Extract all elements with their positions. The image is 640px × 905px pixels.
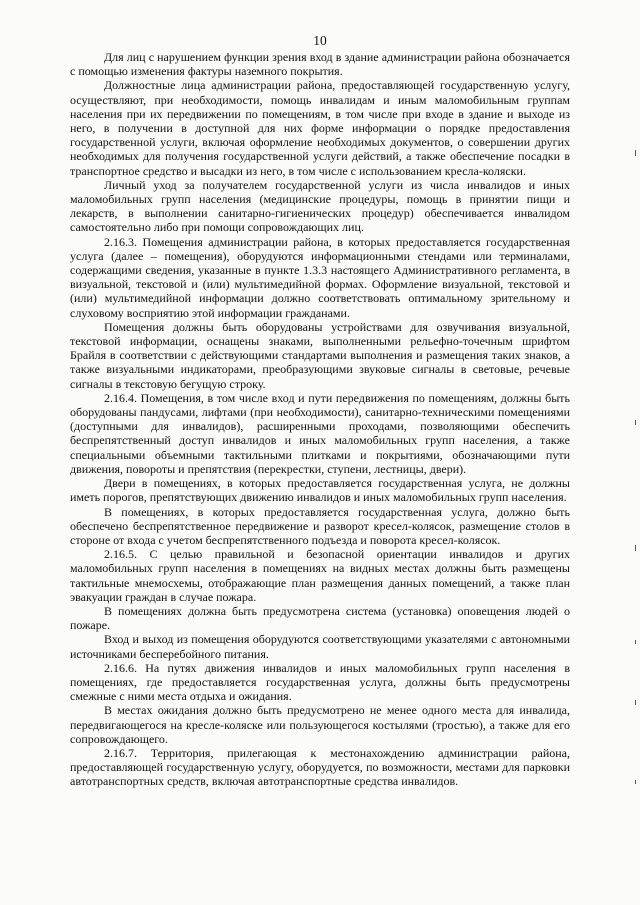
scan-edge-mark [635, 700, 636, 705]
document-body [70, 50, 570, 789]
paragraph-1: Для лиц с нарушением функции зрения вход в здание администрации района обозначается с помощью изменения фактуры наземного покрытия. [70, 50, 570, 79]
paragraph-5: Помещения должны быть оборудованы устройствами для озвучивания визуальной, текстовой информации, оснащены знаками, выполненными рельефно-точечным шрифтом Брайля в соответствии с действующими стандартами выполнения и размещения таких знаков, а также визуальными индикаторами, преобразующими звуковые сигналы в световые, речевые сигналы в текстовую бегущую строку. [70, 319, 570, 391]
paragraph-10: В помещениях должна быть предусмотрена система (установка) оповещения людей о пожаре. [70, 603, 570, 633]
paragraph-7: Двери в помещениях, в которых предоставляется государственная услуга, не должны иметь порогов, препятствующих движению инвалидов и иных маломобильных групп населения. [70, 476, 570, 505]
paragraph-6: 2.16.4. Помещения, в том числе вход и пути передвижения по помещениям, должны быть оборудованы пандусами, лифтами (при необходимости), санитарно-техническими помещениями (доступными для инвалидов), расширенными проходами, позволяющими обеспечить беспрепятственный доступ инвалидов и иных маломобильных групп населения, а также специальными объемными тактильными плитками и покрытиями, обозначающими пути движения, повороты и препятствия (перекрестки, ступени, лестницы, двери). [70, 390, 570, 476]
page-number: 10 [313, 33, 327, 48]
paragraph-8: В помещениях, в которых предоставляется государственная услуга, должно быть обеспечено беспрепятственное передвижение и разворот кресел-колясок, размещение столов в стороне от входа с учетом беспрепятственного подъезда и поворота кресел-колясок. [70, 504, 570, 547]
scan-edge-mark [635, 545, 636, 551]
scan-edge-mark [635, 150, 636, 156]
paragraph-11: Вход и выход из помещения оборудуются соответствующими указателями с автономными источниками бесперебойного питания. [70, 632, 570, 661]
paragraph-9: 2.16.5. С целью правильной и безопасной ориентации инвалидов и других маломобильных групп населения в помещениях на видных местах должны быть размещены тактильные мнемосхемы, отображающие план размещения данных помещений, а также план эвакуации граждан в случае пожара. [70, 547, 570, 604]
paragraph-3: Личный уход за получателем государственной услуги из числа инвалидов и иных маломобильных групп населения (медицинские процедуры, помощь в принятии пищи и лекарств, в выполнении санитарно-гигиенических процедур) обеспечивается инвалидом самостоятельно либо при помощи сопровождающих лиц. [70, 177, 570, 235]
paragraph-4: 2.16.3. Помещения администрации района, в которых предоставляется государственная услуга (далее – помещения), оборудуются информационными стендами или терминалами, содержащими сведения, указанные в пункте 1.3.3 настоящего Административного регламента, в визуальной, текстовой и (или) мультимедийной формах. Оформление визуальной, текстовой и (или) мультимедийной информации должно соответствовать оптимальному зрительному и слуховому восприятию этой информации гражданами. [70, 234, 570, 320]
scan-edge-mark [635, 420, 636, 425]
paragraph-12: 2.16.6. На путях движения инвалидов и иных маломобильных групп населения в помещениях, где предоставляется государственная услуга, должны быть предусмотрены смежные с ними места отдыха и ожидания. [70, 660, 570, 704]
scan-edge-mark [635, 640, 636, 644]
scan-edge-mark [635, 780, 636, 784]
paragraph-13: В местах ожидания должно быть предусмотрено не менее одного места для инвалида, передвигающегося на кресле-коляске или пользующегося костылями (тростью), а также для его сопровождающего. [70, 703, 570, 746]
paragraph-14: 2.16.7. Территория, прилегающая к местонахождению администрации района, предоставляющей государственную услугу, оборудуется, по возможности, местами для парковки автотранспортных средств, включая автотранспортные средства инвалидов. [70, 745, 570, 789]
paragraph-2: Должностные лица администрации района, предоставляющей государственную услугу, осуществляют, при необходимости, помощь инвалидам и иным маломобильным группам населения при их передвижении по помещениям, в том числе при входе в здание и выходе из него, в получении в доступной для них форме информации о порядке предоставления государственной услуги, включая оформление необходимых документов, о совершении других необходимых для получения государственной услуги действий, а также обеспечение посадки в транспортное средство и высадки из него, в том числе с использованием кресла-коляски. [70, 78, 570, 178]
